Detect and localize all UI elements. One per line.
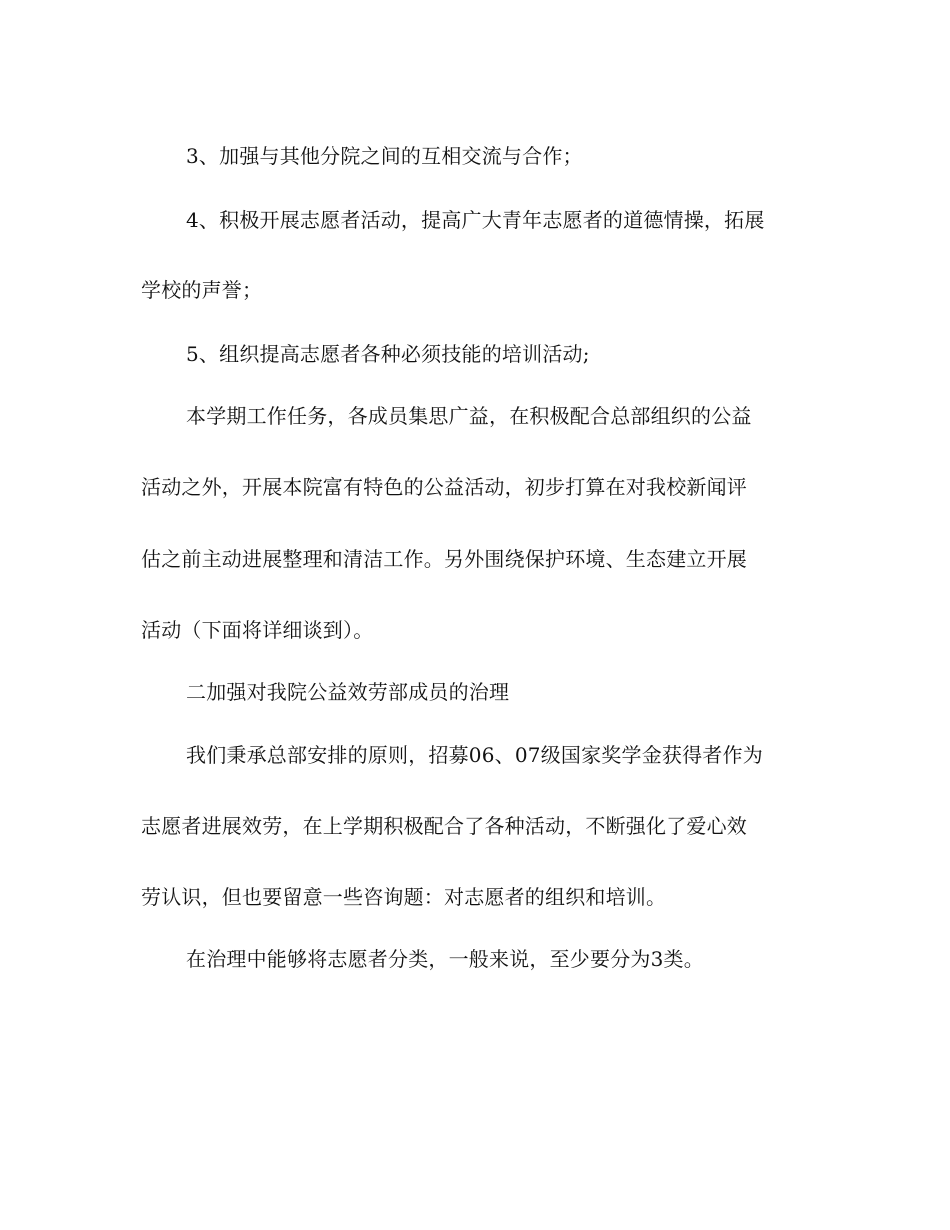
paragraph-tasks-line-2: 活动之外，开展本院富有特色的公益活动，初步打算在对我校新闻评 [141,475,747,499]
paragraph-item-4-line-2: 学校的声誉； [141,278,263,302]
paragraph-recruit-line-3: 劳认识，但也要留意一些咨询题：对志愿者的组织和培训。 [141,885,667,909]
paragraph-item-4-line-1: 4、积极开展志愿者活动，提高广大青年志愿者的道德情操，拓展 [186,208,765,232]
paragraph-classify: 在治理中能够将志愿者分类，一般来说，至少要分为3类。 [186,947,704,971]
paragraph-item-5: 5、组织提高志愿者各种必须技能的培训活动; [186,342,590,366]
section-heading: 二加强对我院公益效劳部成员的治理 [186,680,510,704]
paragraph-tasks-line-3: 估之前主动进展整理和清洁工作。另外围绕保护环境、生态建立开展 [141,547,747,571]
paragraph-tasks-line-4: 活动（下面将详细谈到）。 [141,618,374,642]
paragraph-item-3: 3、加强与其他分院之间的互相交流与合作； [186,144,583,168]
paragraph-recruit-line-1: 我们秉承总部安排的原则，招募06、07级国家奖学金获得者作为 [186,743,763,767]
paragraph-recruit-line-2: 志愿者进展效劳，在上学期积极配合了各种活动，不断强化了爱心效 [141,814,747,838]
paragraph-tasks-line-1: 本学期工作任务，各成员集思广益，在积极配合总部组织的公益 [186,404,752,428]
